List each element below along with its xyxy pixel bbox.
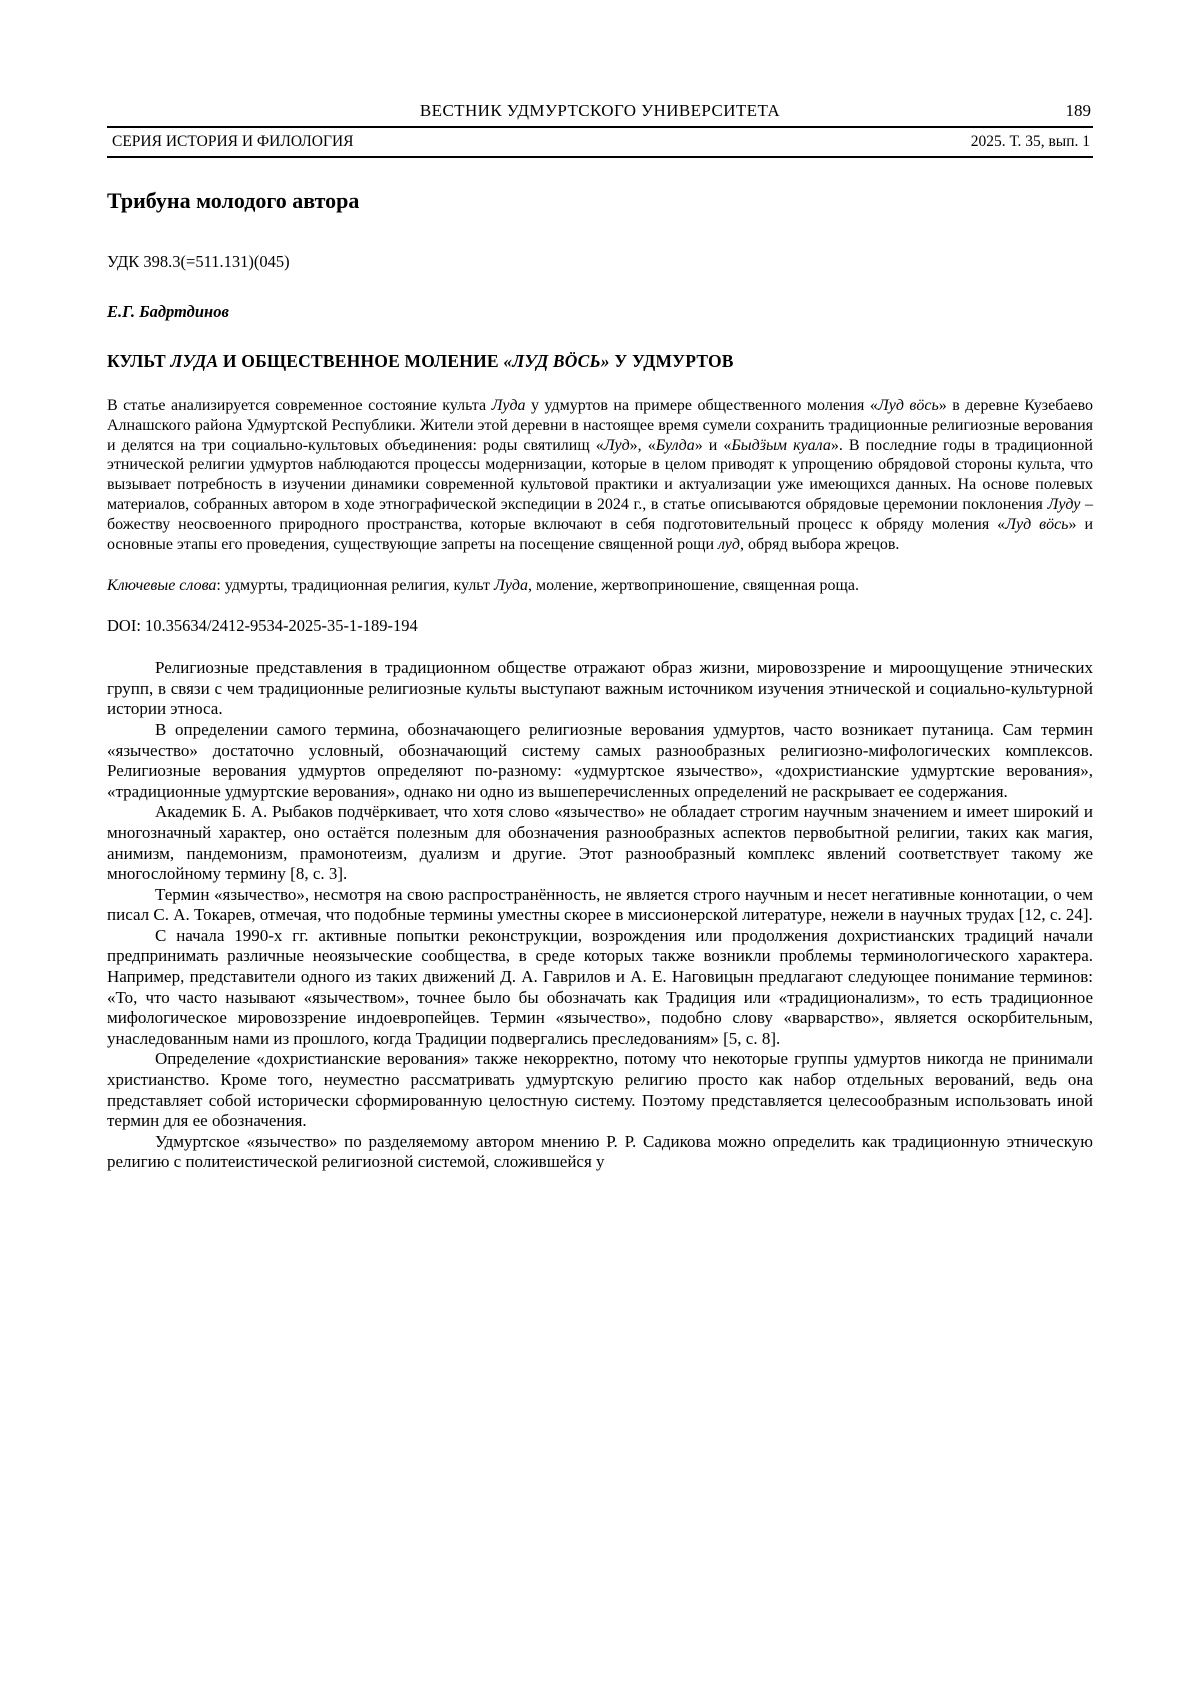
doi-line: DOI: 10.35634/2412-9534-2025-35-1-189-194 (107, 616, 418, 636)
body-paragraph: Удмуртское «язычество» по разделяемому автором мнению Р. Р. Садикова можно определить как традиционную этническую религию с политеистической религиозной системой, сложившейся у (107, 1131, 1093, 1172)
running-head-series-row (107, 128, 1093, 158)
author-name: Е.Г. Бадртдинов (107, 302, 229, 321)
journal-masthead: ВЕСТНИК УДМУРТСКОГО УНИВЕРСИТЕТА (419, 101, 781, 120)
running-head-top-row (107, 100, 1093, 128)
section-heading: Трибуна молодого автора (107, 188, 360, 213)
body-paragraph: В определении самого термина, обозначающего религиозные верования удмуртов, часто возникает путаница. Сам термин «язычество» достаточно условный, обозначающий систему самых разнообразных религиозно-мифологических комплексов. Религиозные верования удмуртов определяют по-разному: «удмуртское язычество», «дохристианские удмуртские верования», «традиционные удмуртские верования», однако ни одно из вышеперечисленных определений не раскрывает ее содержания. (107, 719, 1093, 801)
journal-issue: 2025. Т. 35, вып. 1 (970, 133, 1090, 150)
page-number: 189 (1065, 101, 1091, 120)
body-paragraph: Академик Б. А. Рыбаков подчёркивает, что хотя слово «язычество» не обладает строгим научным значением и имеет широкий и многозначный характер, оно остаётся полезным для обозначения разнообразных аспектов первобытной религии, таких как магия, анимизм, пандемонизм, прамонотеизм, дуализм и другие. Этот разнообразный комплекс явлений соответствует такому же многослойному термину [8, с. 3]. (107, 802, 1093, 884)
body-paragraph: Определение «дохристианские верования» также некорректно, потому что некоторые группы удмуртов никогда не принимали христианство. Кроме того, неуместно рассматривать удмуртскую религию просто как набор отдельных верований, ведь она представляет собой исторически сформированную целостную систему. Поэтому представляется целесообразным использовать иной термин для ее обозначения. (107, 1049, 1093, 1131)
keywords-line: Ключевые слова: удмурты, традиционная религия, культ Луда, моление, жертвоприношение, священная роща. (107, 577, 859, 595)
body-paragraph: Термин «язычество», несмотря на свою распространённость, не является строго научным и несет негативные коннотации, о чем писал С. А. Токарев, отмечая, что подобные термины уместны скорее в миссионерской литературе, нежели в научных трудах [12, с. 24]. (107, 884, 1093, 925)
body-paragraph: Религиозные представления в традиционном обществе отражают образ жизни, мировоззрение и мироощущение этнических групп, в связи с чем традиционные религиозные культы выступают важным источником изучения этнической и социально-культурной истории этноса. (107, 658, 1093, 719)
article-title: КУЛЬТ ЛУДА И ОБЩЕСТВЕННОЕ МОЛЕНИЕ «ЛУД ВӦСЬ» У УДМУРТОВ (107, 351, 734, 371)
abstract-text: В статье анализируется современное состояние культа Луда у удмуртов на примере общественного моления «Луд вӧсь» в деревне Кузебаево Алнашского района Удмуртской Республики. Жители этой деревни в настоящее время сумели сохранить традиционные религиозные верования и делятся на три социально-культовых объединения: роды святилищ «Луд», «Булда» и «Быдӟым куала». В последние годы в традиционной этнической религии удмуртов наблюдаются процессы модернизации, которые в целом приводят к упрощению обрядовой стороны культа, что вызывает потребность в изучении динамики современной культовой практики и актуализации уже имеющихся данных. На основе полевых материалов, собранных автором в ходе этнографической экспедиции в 2024 г., в статье описываются обрядовые церемонии поклонения Луду – божеству неосвоенного природного пространства, которые включают в себя подготовительный процесс к обряду моления «Луд вӧсь» и основные этапы его проведения, существующие запреты на посещение священной рощи луд, обряд выбора жрецов. (107, 397, 1094, 553)
body-paragraph: С начала 1990-х гг. активные попытки реконструкции, возрождения или продолжения дохристианских традиций начали предпринимать различные неоязыческие сообщества, в среде которых также возникли проблемы терминологического характера. Например, представители одного из таких движений Д. А. Гаврилов и А. Е. Наговицын предлагают следующее понимание терминов: «То, что часто называют «язычеством», точнее было бы обозначать как Традиция или «традиционализм», то есть традиционное мифологическое мировоззрение индоевропейцев. Термин «язычество», подобно слову «варварство», является оскорбительным, унаследованным нами из прошлого, когда Традиции подвергались преследованиям» [5, с. 8]. (107, 925, 1093, 1048)
running-head (107, 100, 1093, 158)
udc-line: УДК 398.3(=511.131)(045) (107, 252, 290, 271)
article-body (107, 658, 1093, 1173)
journal-series: СЕРИЯ ИСТОРИЯ И ФИЛОЛОГИЯ (112, 133, 354, 150)
